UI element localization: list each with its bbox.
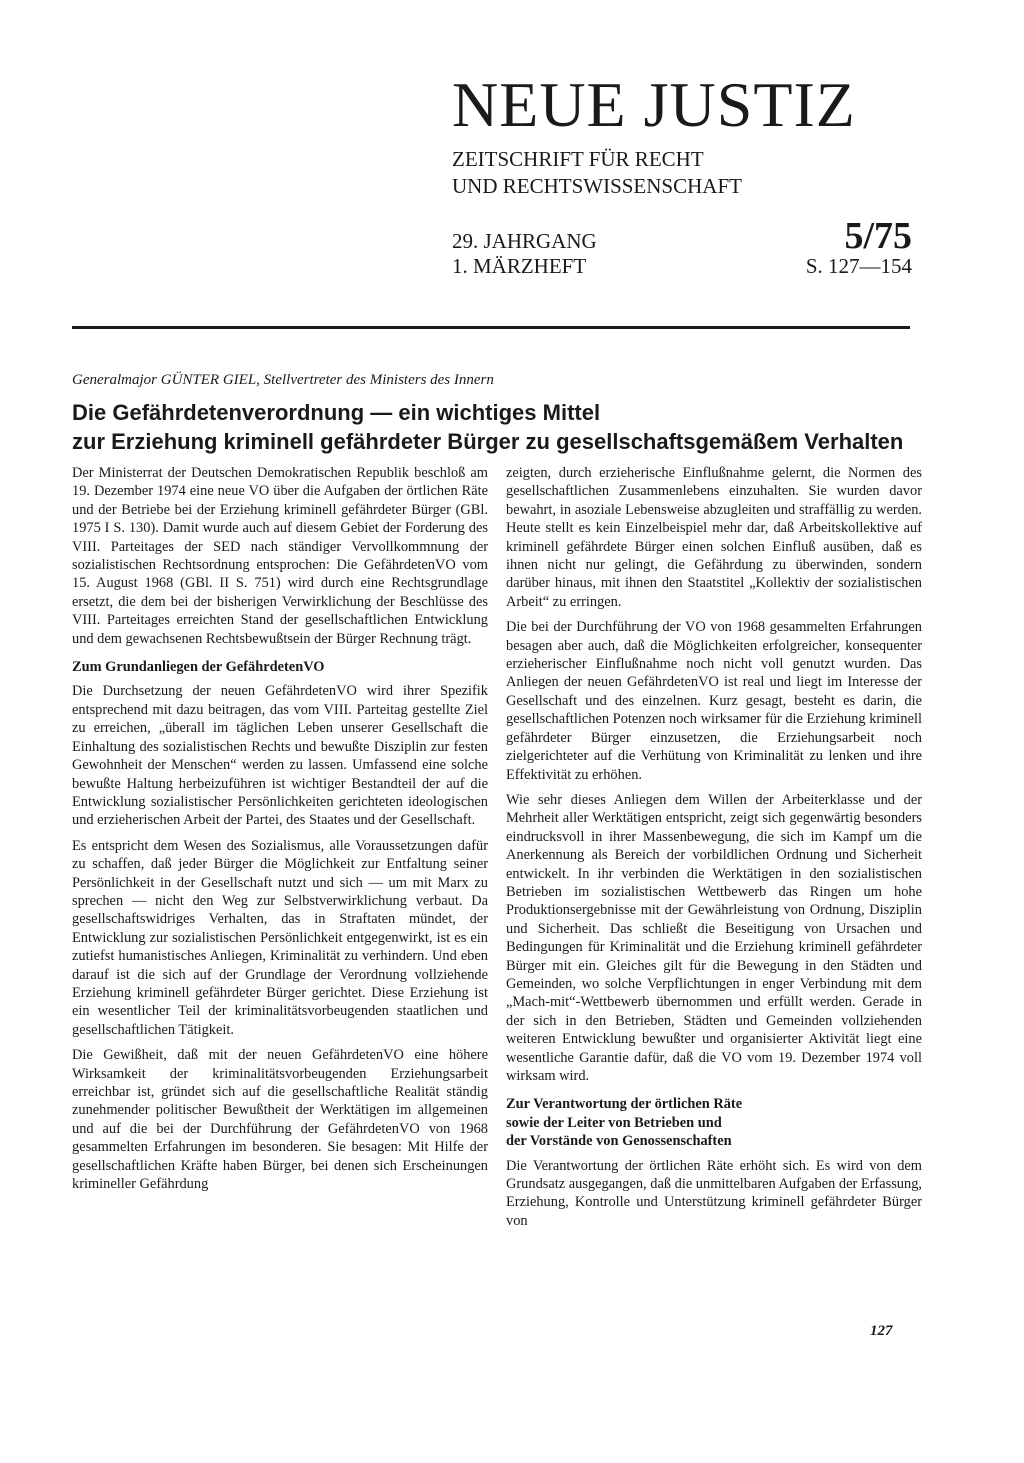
volume-label: 29. JAHRGANG bbox=[452, 229, 597, 253]
paragraph: Wie sehr dieses Anliegen dem Willen der Arbeiterklasse und der Mehrheit aller Werktätigen entspricht, zeigt sich gegenwärtig besonders eindrucksvoll in ihrer Massenbewegung, die sich im Kampf um die Anerkennung als Bereich der vorbildlichen Ordnung und Sicherheit entwickelt. In ihr verbinden die Werktätigen in den sozialistischen Betrieben im sozialistischen Wettbewerb das Ringen um hohe Produktionsergebnisse mit der Gewährleistung von Ordnung, Disziplin und Sicherheit. Das schließt die Beseitigung von Ursachen und Bedingungen für Kriminalität und die Erziehung kriminell gefährdeter Bürger mit ein. Gleiches gilt für die Bewegung in den Städten und Gemeinden, wo solche Verpflichtungen in enger Verbindung mit dem „Mach-mit“-Wettbewerb übernommen und erfüllt werden. Gerade in der sich in den Betrieben, Städten und Gemeinden vollziehenden weiteren Entwicklung bewußter und organisierter Aktivität liegt eine wesentliche Garantie dafür, daß die VO vom 19. Dezember 1974 voll wirksam wird. bbox=[506, 791, 922, 1084]
issue-row-date bbox=[452, 254, 912, 279]
paragraph: Die Durchsetzung der neuen GefährdetenVO wird ihrer Spezifik entsprechend mit dazu beitragen, das vom VIII. Parteitag gestellte Ziel zu erreichen, „überall im täglichen Leben unserer Gesellschaft die Einhaltung des sozialistischen Rechts und bewußte Disziplin zur festen Gewohnheit der Menschen“ werden zu lassen. Umfassend eine solche bewußte Haltung herbeizuführen ist wichtiger Bestandteil der auf die Entwicklung sozialistischer Persönlichkeiten gerichteten ideologischen und erzieherischen Arbeit der Partei, des Staates und der Gesellschaft. bbox=[72, 683, 488, 829]
issue-date: 1. MÄRZHEFT bbox=[452, 254, 587, 278]
article-title-line-1: Die Gefährdetenverordnung — ein wichtiges Mittel bbox=[72, 400, 601, 425]
issue-pages: S. 127—154 bbox=[805, 254, 912, 278]
paragraph: zeigten, durch erzieherische Einflußnahme gelernt, die Normen des gesellschaftlichen Zusammenlebens einzuhalten. Sie wurden davor bewahrt, in asoziale Lebensweise abzugleiten und straffällig zu werden. Heute stellt es kein Einzelbeispiel mehr dar, daß Arbeitskollektive auf kriminell gefährdete Bürger einen solchen Einfluß ausüben, daß es ihnen nicht nur gelingt, die Gefährdung zu überwinden, sondern darüber hinaus, mit ihnen den Staatstitel „Kollektiv der sozialistischen Arbeit“ zu erringen. bbox=[506, 465, 922, 610]
issue-number: 5/75 bbox=[844, 215, 912, 257]
section-heading-line-1: Zur Verantwortung der örtlichen Räte bbox=[506, 1096, 743, 1113]
subtitle-line-2: UND RECHTSWISSENSCHAFT bbox=[452, 174, 742, 198]
issue-row-volume bbox=[452, 214, 912, 258]
paragraph: Die Gewißheit, daß mit der neuen GefährdetenVO eine höhere Wirksamkeit der kriminalitätsvorbeugenden Erziehungsarbeit erreichbar ist, gründet sich auf die gesellschaftliche Realität ständig zunehmender politischer Bewußtheit der Werktätigen im allgemeinen und auf die bei der Durchführung der GefährdetenVO von 1968 gesammelten Erfahrungen im besonderen. Sie besagen: Mit Hilfe der gesellschaftlichen Kräfte haben Bürger, bei denen sich Erscheinungen krimineller Gefährdung bbox=[72, 1047, 488, 1193]
page-number: 127 bbox=[870, 1323, 893, 1339]
left-column bbox=[72, 464, 488, 1200]
section-heading bbox=[506, 1095, 922, 1150]
section-heading-line-3: der Vorstände von Genossenschaften bbox=[506, 1133, 732, 1150]
article-title-line-2: zur Erziehung kriminell gefährdeter Bürger zu gesellschaftsgemäßem Verhalten bbox=[72, 429, 904, 454]
right-column bbox=[506, 464, 922, 1237]
journal-subtitle bbox=[452, 146, 912, 200]
article-title bbox=[72, 398, 932, 456]
paragraph: Es entspricht dem Wesen des Sozialismus, alle Voraussetzungen dafür zu schaffen, daß jeder Bürger die Möglichkeit zur Entfaltung seiner Persönlichkeit in der Gesellschaft nutzt und sich — um mit Marx zu sprechen — nicht den Weg zur Selbstverwirklichung verbaut. Da gesellschaftswidriges Verhalten, das in Straftaten mündet, der Entwicklung zur sozialistischen Persönlichkeit entgegenwirkt, ist es ein zutiefst humanistisches Anliegen, Kriminalität zu verhindern. Und eben darauf ist die sich auf der Grundlage der Verordnung vollziehende Erziehung kriminell gefährdeter Bürger gerichtet. Diese Erziehung ist ein wesentlicher Teil der kriminalitätsvorbeugenden staatlichen und gesellschaftlichen Tätigkeit. bbox=[72, 837, 488, 1038]
paragraph: Die Verantwortung der örtlichen Räte erhöht sich. Es wird von dem Grundsatz ausgegangen, daß die unmittelbaren Aufgaben der Erfassung, Erziehung, Kontrolle und Unterstützung kriminell gefährdeter Bürger von bbox=[506, 1157, 922, 1229]
paragraph: Der Ministerrat der Deutschen Demokratischen Republik beschloß am 19. Dezember 1974 eine neue VO über die Aufgaben der örtlichen Räte und der Betriebe bei der Erziehung kriminell gefährdeter Bürger (GBl. 1975 I S. 130). Damit wurde auch auf diesem Gebiet der Forderung des VIII. Parteitages der SED nach ständiger Vervollkommnung der sozialistischen Rechtsordnung entsprochen: Die GefährdetenVO vom 15. August 1968 (GBl. II S. 751) wird durch eine Rechtsgrundlage ersetzt, die dem bei der bisherigen Verwirklichung der Beschlüsse des VIII. Parteitages erreichten Stand der gesellschaftlichen Entwicklung und dem gewachsenen Rechtsbewußtsein der Bürger Rechnung trägt. bbox=[72, 465, 488, 647]
section-heading: Zum Grundanliegen der GefährdetenVO bbox=[72, 659, 325, 676]
paragraph: Die bei der Durchführung der VO von 1968 gesammelten Erfahrungen besagen aber auch, daß die Möglichkeiten erfolgreicher, konsequenter erzieherischer Einflußnahme noch nicht voll genutzt wurden. Das Anliegen der neuen GefährdetenVO ist real und liegt im Interesse der Gesellschaft und des einzelnen. Kurz gesagt, besteht es darin, die gesellschaftlichen Potenzen noch wirksamer für die Erziehung kriminell gefährdeter Bürger einzusetzen, die Erziehungsarbeit noch zielgerichteter auf die Verhütung von Kriminalität zu lenken und ihre Effektivität zu erhöhen. bbox=[506, 619, 922, 783]
subtitle-line-1: ZEITSCHRIFT FÜR RECHT bbox=[452, 147, 704, 171]
article-author: Generalmajor GÜNTER GIEL, Stellvertreter des Ministers des Innern bbox=[72, 372, 494, 388]
header-divider bbox=[72, 326, 910, 329]
journal-title: NEUE JUSTIZ bbox=[452, 69, 856, 140]
masthead bbox=[452, 70, 912, 200]
section-heading-line-2: sowie der Leiter von Betrieben und bbox=[506, 1114, 722, 1131]
